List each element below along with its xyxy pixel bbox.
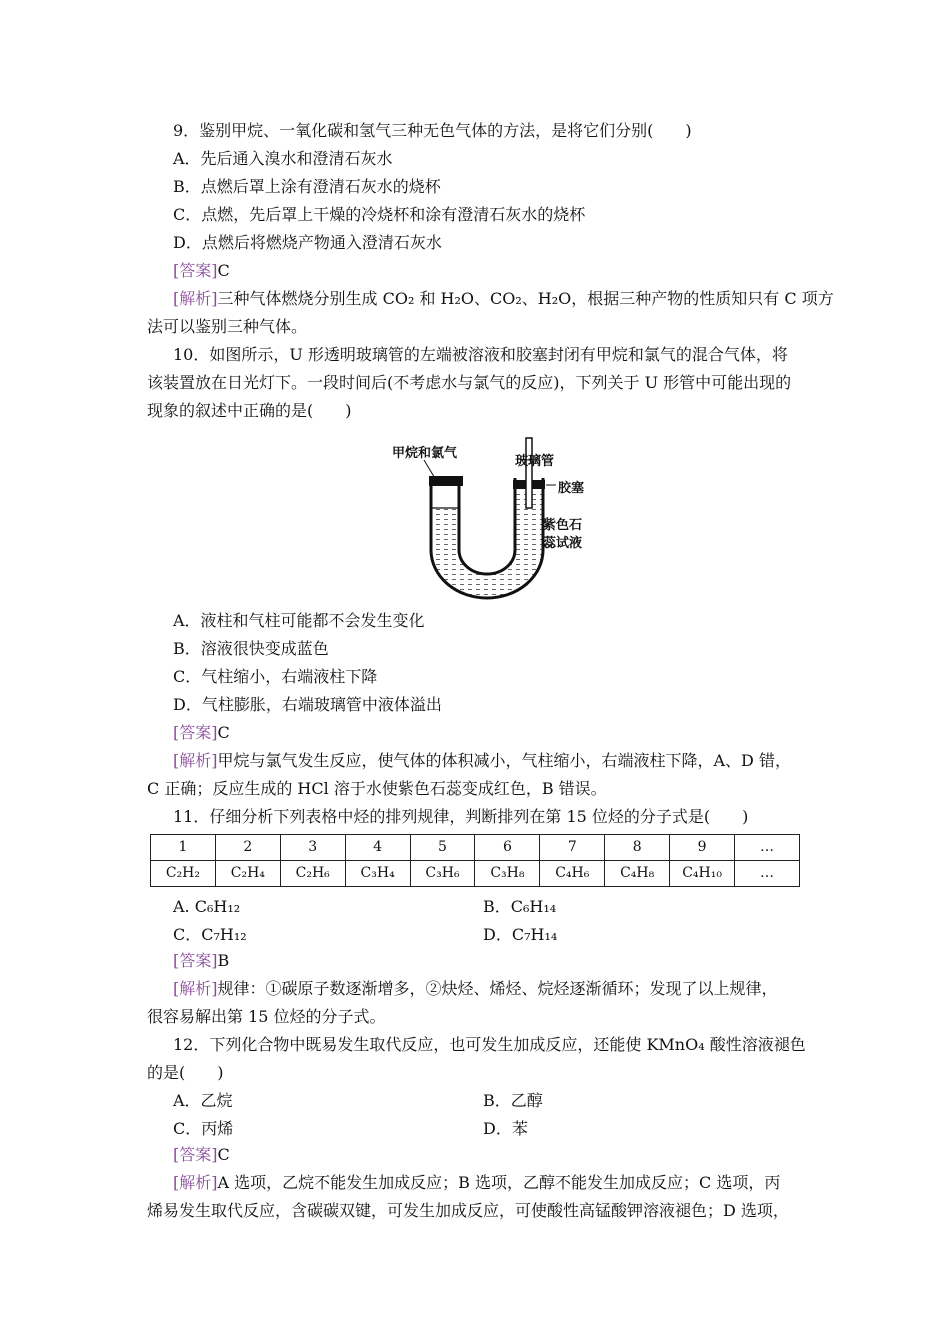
table-cell: 7 [540,835,605,861]
q12-stem-line2: 的是( ) [147,1063,224,1082]
q10-stem-line2: 该装置放在日光灯下。一段时间后(不考虑水与氯气的反应)，下列关于 U 形管中可能出现的 [147,373,792,392]
q12-option-d: D．苯 [483,1119,528,1138]
analysis-text: 规律：①碳原子数逐渐增多，②炔烃、烯烃、烷烃逐渐循环；发现了以上规律， [217,979,778,998]
q12-stem-line1: 12．下列化合物中既易发生取代反应，也可发生加成反应，还能使 KMnO₄ 酸性溶液褪色 [173,1035,806,1054]
q10-stem-line3: 现象的叙述中正确的是( ) [147,401,352,420]
answer-value: B [217,951,230,970]
hydrocarbon-sequence-table [150,834,800,887]
answer-tag: [答案] [173,723,218,742]
answer-tag: [答案] [173,951,218,970]
q9-analysis-line1 [173,286,834,312]
q11-stem: 11．仔细分析下列表格中烃的排列规律，判断排列在第 15 位烃的分子式是( ) [173,807,749,826]
label-litmus-1: 紫色石 [543,518,583,533]
q12-option-c: C．丙烯 [173,1119,234,1138]
q10-analysis-line2: C 正确；反应生成的 HCl 溶于水使紫色石蕊变成红色，B 错误。 [147,779,607,798]
table-cell: C₄H₈ [605,861,670,887]
q12-analysis-line2: 烯易发生取代反应，含碳碳双键，可发生加成反应，可使酸性高锰酸钾溶液褪色；D 选项， [147,1201,789,1220]
q10-option-b: B．溶液很快变成蓝色 [173,639,329,658]
q12-option-a: A．乙烷 [173,1091,233,1110]
analysis-text: A 选项，乙烷不能发生加成反应；B 选项，乙醇不能发生加成反应；C 选项，丙 [217,1173,781,1192]
q10-option-c: C．气柱缩小，右端液柱下降 [173,667,378,686]
answer-tag: [答案] [173,261,218,280]
q10-stem-line1: 10．如图所示，U 形透明玻璃管的左端被溶液和胶塞封闭有甲烷和氯气的混合气体，将 [173,345,788,364]
table-cell: … [735,861,800,887]
table-cell: 5 [410,835,475,861]
table-cell: 1 [151,835,216,861]
glass-tube [526,438,532,508]
q9-analysis-line2: 法可以鉴别三种气体。 [147,317,308,336]
label-stopper: 胶塞 [558,481,585,496]
q9-option-c: C．点燃，先后罩上干燥的冷烧杯和涂有澄清石灰水的烧杯 [173,205,586,224]
q11-option-d: D．C₇H₁₄ [483,925,558,944]
analysis-tag: [解析] [173,1173,218,1192]
table-cell: C₄H₁₀ [670,861,735,887]
table-cell: C₄H₆ [540,861,605,887]
q12-answer [173,1142,230,1168]
table-cell: 3 [280,835,345,861]
q9-option-b: B．点燃后罩上涂有澄清石灰水的烧杯 [173,177,441,196]
q12-analysis-line1 [173,1170,780,1196]
label-litmus-2: 蕊试液 [543,536,583,551]
q11-analysis-line1 [173,976,778,1002]
table-cell: C₃H₆ [410,861,475,887]
table-cell: C₂H₄ [215,861,280,887]
q11-option-b: B．C₆H₁₄ [483,897,557,916]
label-glass-tube: 玻璃管 [515,454,555,469]
q9-answer [173,258,230,284]
table-cell: C₂H₂ [151,861,216,887]
q10-analysis-line1 [173,748,791,774]
table-cell: C₂H₆ [280,861,345,887]
table-cell: C₃H₄ [345,861,410,887]
table-cell: … [735,835,800,861]
table-cell: 9 [670,835,735,861]
q10-option-d: D．气柱膨胀，右端玻璃管中液体溢出 [173,695,442,714]
q11-option-a: A. C₆H₁₂ [173,897,241,916]
analysis-tag: [解析] [173,289,218,308]
q9-stem: 9．鉴别甲烷、一氧化碳和氢气三种无色气体的方法，是将它们分别( ) [173,121,692,140]
table-cell: 4 [345,835,410,861]
table-cell: 6 [475,835,540,861]
table-row [151,861,800,887]
q9-option-d: D．点燃后将燃烧产物通入澄清石灰水 [173,233,442,252]
q11-option-c: C．C₇H₁₂ [173,925,247,944]
q11-analysis-line2: 很容易解出第 15 位烃的分子式。 [147,1007,386,1026]
q12-option-b: B．乙醇 [483,1091,543,1110]
q10-answer [173,720,230,746]
table-row [151,835,800,861]
q9-option-a: A．先后通入溴水和澄清石灰水 [173,149,393,168]
answer-tag: [答案] [173,1145,218,1164]
analysis-tag: [解析] [173,979,218,998]
table-cell: 2 [215,835,280,861]
analysis-text: 三种气体燃烧分别生成 CO₂ 和 H₂O、CO₂、H₂O，根据三种产物的性质知只有 C 项方 [217,289,834,308]
u-tube-inner [459,478,515,574]
label-gas: 甲烷和氯气 [392,446,458,461]
answer-value: C [217,1145,230,1164]
answer-value: C [217,723,230,742]
answer-value: C [217,261,230,280]
q10-option-a: A．液柱和气柱可能都不会发生变化 [173,611,425,630]
u-tube-figure [380,432,590,607]
table-cell: 8 [605,835,670,861]
q11-answer [173,948,229,974]
analysis-text: 甲烷与氯气发生反应，使气体的体积减小，气柱缩小，右端液柱下降，A、D 错， [217,751,791,770]
analysis-tag: [解析] [173,751,218,770]
table-cell: C₃H₈ [475,861,540,887]
